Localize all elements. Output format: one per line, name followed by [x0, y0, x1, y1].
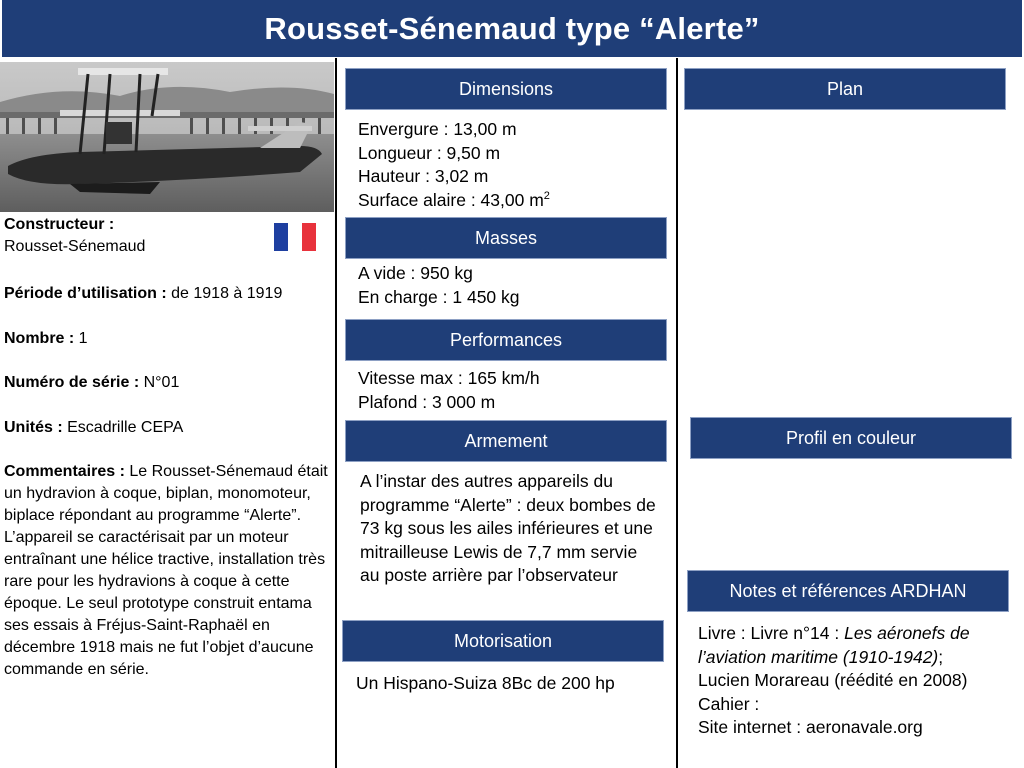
page-title: Rousset-Sénemaud type “Alerte” [2, 0, 1022, 57]
periode-field [4, 283, 334, 305]
serie-value: N°01 [139, 374, 180, 391]
constructeur-label: Constructeur : [4, 216, 115, 233]
plafond-text: Plafond : 3 000 m [358, 391, 496, 412]
masses-header: Masses [345, 217, 667, 259]
commentaires-label: Commentaires : [4, 463, 125, 480]
motorisation-text: Un Hispano-Suiza 8Bc de 200 hp [356, 673, 615, 693]
commentaires-field [4, 461, 336, 681]
serie-field [4, 372, 334, 394]
dimensions-body [358, 118, 668, 212]
column-divider [676, 58, 678, 768]
performances-body [358, 367, 668, 414]
livre-suffix: ; Lucien Morareau (réédité en 2008) [698, 646, 968, 690]
masse-charge-text: En charge : 1 450 kg [358, 286, 520, 307]
notes-header: Notes et références ARDHAN [687, 570, 1009, 612]
vitesse-text: Vitesse max : 165 km/h [358, 368, 540, 388]
hauteur-text: Hauteur : 3,02 m [358, 166, 489, 186]
masses-body [358, 262, 668, 309]
aircraft-photo [0, 62, 334, 212]
armement-text: A l’instar des autres appareils du programme “Alerte” : deux bombes de 73 kg sous les ailes inférieures et une mitrailleuse Lewis de 7,7 mm servie au poste arrière par l’observateur [360, 471, 656, 585]
constructeur-value: Rousset-Sénemaud [4, 238, 146, 255]
unites-field [4, 417, 334, 439]
surface-exponent: 2 [543, 189, 550, 202]
commentaires-value: Le Rousset-Sénemaud était un hydravion à coque, biplan, monomoteur, biplace répondant au programme “Alerte”. L’appareil se caractérisait par un moteur entraînant une hélice tractive, installation très rare pour les hydravions à coque à cette époque. Le seul prototype construit entama ses essais à Fréjus-Saint-Raphaël en décembre 1918 mais ne fut l’objet d’aucune commande en série. [4, 463, 328, 678]
cahier-reference: Cahier : [698, 693, 760, 714]
french-flag-icon [274, 223, 316, 251]
profil-header: Profil en couleur [690, 417, 1012, 459]
surface-text [358, 189, 668, 213]
periode-value: de 1918 à 1919 [166, 285, 283, 302]
armement-header: Armement [345, 420, 667, 462]
nombre-field [4, 328, 334, 350]
surface-value: Surface alaire : 43,00 m [358, 189, 544, 210]
longueur-text: Longueur : 9,50 m [358, 142, 501, 163]
unites-label: Unités : [4, 419, 63, 436]
notes-body [698, 622, 998, 740]
plan-header: Plan [684, 68, 1006, 110]
livre-title: Les aéronefs de l’aviation maritime (1910-1942) [698, 623, 970, 667]
envergure-text: Envergure : 13,00 m [358, 119, 517, 139]
serie-label: Numéro de série : [4, 374, 140, 391]
livre-prefix: Livre : Livre n°14 : [698, 623, 845, 643]
periode-label: Période d’utilisation : [4, 285, 167, 302]
site-reference: Site internet : aeronavale.org [698, 717, 923, 737]
motorisation-header: Motorisation [342, 620, 664, 662]
performances-header: Performances [345, 319, 667, 361]
livre-reference [698, 622, 998, 693]
dimensions-header: Dimensions [345, 68, 667, 110]
nombre-label: Nombre : [4, 330, 75, 347]
nombre-value: 1 [74, 330, 88, 347]
masse-vide-text: A vide : 950 kg [358, 263, 473, 283]
unites-value: Escadrille CEPA [62, 419, 184, 436]
